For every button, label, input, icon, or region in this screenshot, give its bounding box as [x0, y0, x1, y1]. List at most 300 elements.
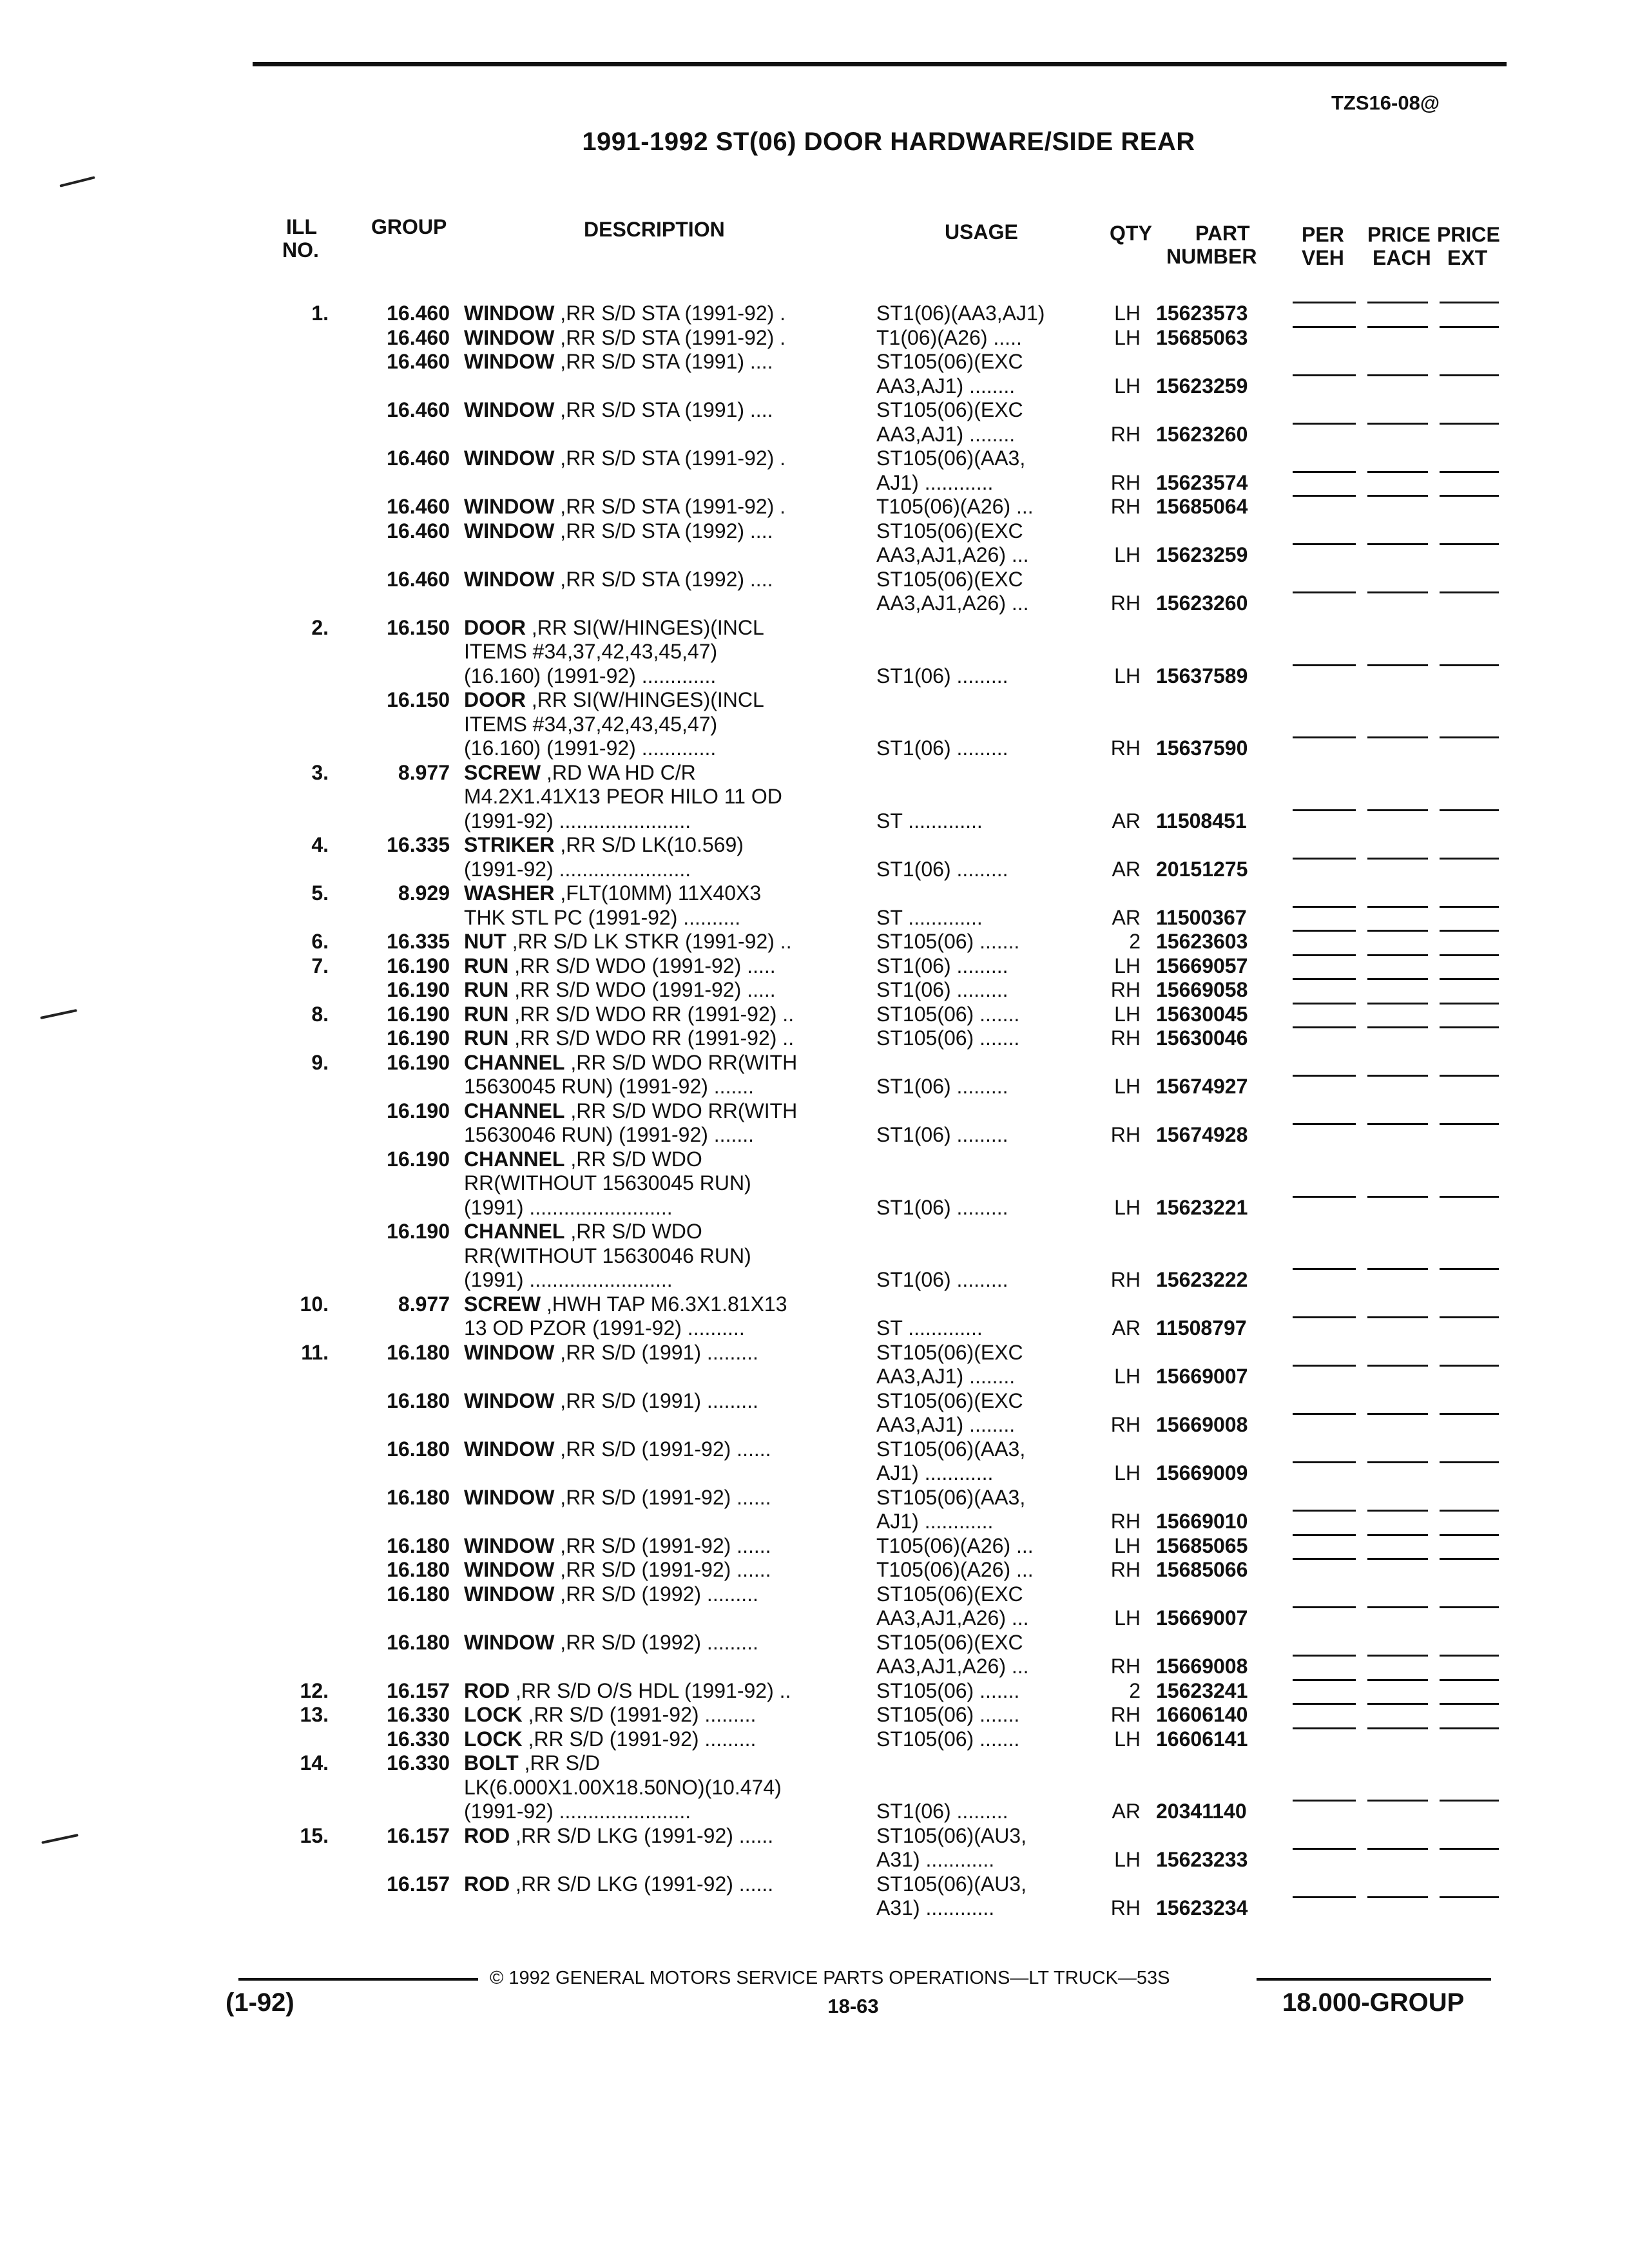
footer-date: (1-92) [226, 1988, 294, 2017]
usage: ST105(06)(AA3, [876, 1485, 1026, 1509]
per-veh-blank [1293, 1196, 1356, 1198]
part-number: 15669007 [1156, 1365, 1248, 1388]
price-each-blank [1367, 1413, 1428, 1415]
ill-number: 1. [311, 302, 329, 325]
qty: LH [1114, 374, 1141, 398]
qty: RH [1110, 1026, 1141, 1050]
part-number: 15669008 [1156, 1655, 1248, 1678]
qty: LH [1114, 1365, 1141, 1388]
price-each-blank [1367, 1558, 1428, 1560]
top-rule [253, 62, 1507, 66]
table-row [0, 785, 1629, 809]
table-row [0, 519, 1629, 544]
price-each-blank [1367, 1606, 1428, 1608]
description [464, 1679, 791, 1704]
group-code: 16.190 [387, 954, 450, 977]
table-row [0, 302, 1629, 326]
table-row [0, 1461, 1629, 1486]
price-each-blank [1367, 809, 1428, 811]
table-row [0, 326, 1629, 351]
description-noun: WINDOW [464, 1558, 555, 1581]
description-text: ,HWH TAP M6.3X1.81X13 [541, 1292, 787, 1316]
col-qty: QTY [1110, 222, 1152, 245]
qty: AR [1112, 905, 1141, 929]
table-row [0, 954, 1629, 979]
table-row [0, 833, 1629, 858]
qty: RH [1110, 422, 1141, 446]
price-each-blank [1367, 326, 1428, 328]
description-text: ,RR S/D WDO (1991-92) ..... [508, 978, 776, 1001]
table-row [0, 640, 1629, 664]
qty: RH [1110, 1703, 1141, 1726]
price-ext-blank [1440, 495, 1499, 497]
description-text: ,RR SI(W/HINGES)(INCL [526, 615, 764, 639]
price-ext-blank [1440, 930, 1499, 932]
usage: ST ............. [876, 1316, 983, 1340]
description-text: ,RR S/D WDO [564, 1147, 702, 1171]
description-text: ,RR S/D (1991-92) ......... [522, 1727, 757, 1751]
usage: ST1(06) ......... [876, 954, 1008, 977]
price-each-blank [1367, 1727, 1428, 1729]
qty: LH [1114, 1461, 1141, 1485]
price-ext-blank [1440, 906, 1499, 908]
table-row [0, 1776, 1629, 1800]
group-code: 16.180 [387, 1389, 450, 1412]
usage: ST105(06) ....... [876, 1727, 1020, 1751]
part-number: 15623234 [1156, 1896, 1248, 1919]
description-text: ,RR S/D LKG (1991-92) ...... [510, 1823, 774, 1847]
table-row [0, 906, 1629, 930]
col-price-ext-line1: PRICE [1437, 223, 1500, 246]
ill-number: 9. [311, 1050, 329, 1074]
qty: AR [1112, 857, 1141, 881]
qty: RH [1110, 1558, 1141, 1581]
binder-hole-mark [59, 176, 95, 187]
price-each-blank [1367, 1026, 1428, 1028]
group-code: 16.180 [387, 1437, 450, 1461]
per-veh-blank [1293, 423, 1356, 425]
qty: RH [1110, 1510, 1141, 1533]
description-text: 15630045 RUN) (1991-92) ....... [464, 1075, 755, 1098]
price-each-blank [1367, 423, 1428, 425]
table-row [0, 1824, 1629, 1849]
description [464, 1244, 751, 1269]
price-ext-blank [1440, 1461, 1499, 1463]
description [464, 736, 716, 761]
table-row [0, 568, 1629, 592]
description [464, 1148, 702, 1172]
table-row [0, 1123, 1629, 1148]
per-veh-blank [1293, 930, 1356, 932]
description-text: ,RR S/D (1991-92) ......... [522, 1703, 757, 1726]
table-row [0, 447, 1629, 471]
price-each-blank [1367, 1268, 1428, 1270]
part-number: 11508797 [1156, 1316, 1247, 1340]
part-number: 15674927 [1156, 1075, 1248, 1098]
table-row [0, 713, 1629, 737]
price-each-blank [1367, 858, 1428, 860]
table-row [0, 1244, 1629, 1269]
description-text: (1991-92) ....................... [464, 857, 691, 881]
price-ext-blank [1440, 423, 1499, 425]
footer-rule-left [238, 1978, 478, 1981]
group-code: 8.977 [398, 1292, 450, 1316]
table-row [0, 495, 1629, 519]
price-each-blank [1367, 1075, 1428, 1077]
per-veh-blank [1293, 471, 1356, 473]
usage: ST105(06) ....... [876, 1703, 1020, 1726]
ill-number: 13. [300, 1703, 329, 1726]
description-text: (1991-92) ....................... [464, 809, 691, 832]
description [464, 447, 786, 471]
usage: T105(06)(A26) ... [876, 1533, 1034, 1557]
description-text: ITEMS #34,37,42,43,45,47) [464, 712, 718, 736]
description-text: (1991) ......................... [464, 1195, 673, 1219]
price-ext-blank [1440, 1558, 1499, 1560]
part-number: 15623259 [1156, 543, 1248, 566]
usage: AA3,AJ1) ........ [876, 422, 1016, 446]
price-ext-blank [1440, 978, 1499, 980]
price-each-blank [1367, 1679, 1428, 1681]
usage: ST105(06)(EXC [876, 519, 1023, 543]
col-price-each-line1: PRICE [1367, 223, 1431, 246]
table-row [0, 1558, 1629, 1582]
col-ill-line1: ILL [286, 215, 317, 238]
description-text: (16.160) (1991-92) ............. [464, 664, 717, 687]
table-row [0, 423, 1629, 447]
qty: RH [1110, 1123, 1141, 1146]
usage: ST ............. [876, 809, 983, 832]
price-ext-blank [1440, 1679, 1499, 1681]
description [464, 978, 776, 1003]
per-veh-blank [1293, 591, 1356, 593]
description-noun: WINDOW [464, 1340, 555, 1364]
per-veh-blank [1293, 1413, 1356, 1415]
usage: ST105(06) ....... [876, 1026, 1020, 1050]
per-veh-blank [1293, 1510, 1356, 1512]
usage: ST105(06)(AA3, [876, 1437, 1026, 1461]
part-number: 15623603 [1156, 930, 1248, 953]
price-each-blank [1367, 1848, 1428, 1850]
qty: LH [1114, 664, 1141, 687]
part-number: 15669008 [1156, 1413, 1248, 1436]
price-ext-blank [1440, 664, 1499, 666]
description [464, 809, 691, 834]
qty: LH [1114, 543, 1141, 566]
description-text: ,RR S/D STA (1991-92) . [554, 325, 786, 349]
description-noun: WINDOW [464, 1630, 555, 1654]
description [464, 664, 716, 689]
per-veh-blank [1293, 1316, 1356, 1318]
price-ext-blank [1440, 1800, 1499, 1802]
description-text: ,RR S/D WDO RR (1991-92) .. [508, 1026, 795, 1050]
description-noun: SCREW [464, 760, 541, 784]
price-each-blank [1367, 1896, 1428, 1898]
description-text: LK(6.000X1.00X18.50NO)(10.474) [464, 1775, 782, 1799]
group-code: 16.180 [387, 1582, 450, 1606]
price-each-blank [1367, 1534, 1428, 1536]
description [464, 1051, 797, 1075]
description [464, 1171, 751, 1196]
price-each-blank [1367, 1196, 1428, 1198]
table-row [0, 1510, 1629, 1534]
price-ext-blank [1440, 543, 1499, 545]
price-each-blank [1367, 1510, 1428, 1512]
table-row [0, 1171, 1629, 1196]
description [464, 1776, 782, 1800]
table-row [0, 881, 1629, 906]
per-veh-blank [1293, 1461, 1356, 1463]
description-text: ,RR S/D LK STKR (1991-92) .. [506, 930, 792, 953]
description-noun: WINDOW [464, 1389, 555, 1412]
ill-number: 2. [311, 615, 329, 639]
description-text: ,RR S/D (1991-92) ...... [554, 1558, 771, 1581]
group-code: 16.150 [387, 688, 450, 711]
part-number: 15669010 [1156, 1510, 1248, 1533]
description-noun: CHANNEL [464, 1220, 565, 1243]
per-veh-blank [1293, 1848, 1356, 1850]
description [464, 713, 717, 737]
description [464, 302, 786, 326]
price-each-blank [1367, 543, 1428, 545]
usage: ST ............. [876, 905, 983, 929]
usage: ST105(06)(AU3, [876, 1823, 1027, 1847]
price-each-blank [1367, 495, 1428, 497]
price-each-blank [1367, 906, 1428, 908]
price-each-blank [1367, 954, 1428, 956]
usage: ST1(06) ......... [876, 664, 1008, 687]
description-noun: WINDOW [464, 398, 555, 421]
price-each-blank [1367, 736, 1428, 738]
description-text: M4.2X1.41X13 PEOR HILO 11 OD [464, 785, 782, 808]
per-veh-blank [1293, 978, 1356, 980]
price-each-blank [1367, 1800, 1428, 1802]
table-row [0, 1003, 1629, 1027]
description-noun: DOOR [464, 615, 526, 639]
description [464, 1872, 773, 1897]
part-number: 15685063 [1156, 325, 1248, 349]
per-veh-blank [1293, 1075, 1356, 1077]
price-each-blank [1367, 374, 1428, 376]
description-text: ,RR S/D WDO RR (1991-92) .. [508, 1002, 795, 1026]
qty: AR [1112, 809, 1141, 832]
description [464, 1026, 794, 1051]
table-row [0, 978, 1629, 1003]
per-veh-blank [1293, 1896, 1356, 1898]
price-ext-blank [1440, 302, 1499, 303]
qty: RH [1110, 591, 1141, 615]
part-number: 15623222 [1156, 1268, 1248, 1291]
part-number: 15637589 [1156, 664, 1248, 687]
description [464, 1800, 691, 1824]
description-noun: WINDOW [464, 495, 555, 518]
qty: LH [1114, 1727, 1141, 1751]
table-row [0, 1679, 1629, 1704]
table-row [0, 930, 1629, 954]
part-number: 20151275 [1156, 857, 1248, 881]
col-per-line2: VEH [1302, 246, 1344, 269]
group-code: 16.460 [387, 350, 450, 373]
description-text: ,RD WA HD C/R [541, 760, 696, 784]
part-number: 15623259 [1156, 374, 1248, 398]
description-noun: WINDOW [464, 325, 555, 349]
table-row [0, 1075, 1629, 1099]
table-row [0, 1631, 1629, 1655]
usage: AA3,AJ1,A26) ... [876, 1655, 1029, 1678]
price-ext-blank [1440, 858, 1499, 860]
price-ext-blank [1440, 1896, 1499, 1898]
col-price-ext-line2: EXT [1447, 246, 1488, 269]
group-code: 16.330 [387, 1703, 450, 1726]
table-row [0, 1220, 1629, 1244]
price-each-blank [1367, 1123, 1428, 1125]
qty: LH [1114, 954, 1141, 977]
table-row [0, 1196, 1629, 1220]
description-text: ITEMS #34,37,42,43,45,47) [464, 640, 718, 663]
table-row [0, 374, 1629, 399]
description [464, 1437, 771, 1462]
footer-copyright: © 1992 GENERAL MOTORS SERVICE PARTS OPERATIONS—LT TRUCK—53S [490, 1968, 1170, 1988]
ill-number: 6. [311, 930, 329, 953]
usage: ST1(06) ......... [876, 1268, 1008, 1291]
description-text: ,RR S/D STA (1992) .... [554, 567, 773, 591]
part-number: 15623233 [1156, 1848, 1248, 1871]
col-price-ext [1437, 223, 1500, 269]
description-noun: RUN [464, 954, 509, 977]
price-ext-blank [1440, 1510, 1499, 1512]
price-ext-blank [1440, 1606, 1499, 1608]
description-text: ,RR S/D STA (1991) .... [554, 398, 773, 421]
part-number: 15623221 [1156, 1195, 1248, 1219]
table-row [0, 1848, 1629, 1872]
price-each-blank [1367, 1316, 1428, 1318]
table-row [0, 1703, 1629, 1727]
description [464, 1196, 673, 1220]
group-code: 16.335 [387, 833, 450, 856]
description-text: ,RR S/D [518, 1751, 600, 1774]
part-number: 15669057 [1156, 954, 1248, 977]
per-veh-blank [1293, 495, 1356, 497]
description-noun: ROD [464, 1872, 510, 1896]
per-veh-blank [1293, 906, 1356, 908]
description-noun: CHANNEL [464, 1099, 565, 1122]
col-ill [282, 215, 319, 262]
price-each-blank [1367, 1461, 1428, 1463]
description [464, 640, 717, 664]
group-code: 16.190 [387, 1026, 450, 1050]
table-row [0, 1389, 1629, 1414]
price-ext-blank [1440, 1196, 1499, 1198]
usage: AA3,AJ1) ........ [876, 374, 1016, 398]
per-veh-blank [1293, 809, 1356, 811]
description-text: ,RR S/D LKG (1991-92) ...... [510, 1872, 774, 1896]
group-code: 16.190 [387, 1099, 450, 1122]
description-text: ,RR S/D (1992) ......... [554, 1630, 758, 1654]
table-row [0, 350, 1629, 374]
usage: ST105(06)(EXC [876, 350, 1023, 373]
description [464, 1703, 756, 1727]
description-text: 15630046 RUN) (1991-92) ....... [464, 1123, 755, 1146]
group-code: 16.190 [387, 1220, 450, 1243]
table-row [0, 1413, 1629, 1437]
description-noun: CHANNEL [464, 1050, 565, 1074]
description [464, 1824, 773, 1849]
col-description: DESCRIPTION [584, 218, 725, 241]
description-noun: RUN [464, 978, 509, 1001]
ill-number: 4. [311, 833, 329, 856]
description-noun: CHANNEL [464, 1147, 565, 1171]
usage: ST1(06) ......... [876, 1800, 1008, 1823]
price-ext-blank [1440, 1123, 1499, 1125]
usage: AJ1) ............ [876, 1510, 994, 1533]
group-code: 16.460 [387, 325, 450, 349]
qty: LH [1114, 1533, 1141, 1557]
col-usage: USAGE [945, 220, 1018, 244]
table-row [0, 1148, 1629, 1172]
per-veh-blank [1293, 1727, 1356, 1729]
part-number: 15623574 [1156, 470, 1248, 494]
part-number: 16606141 [1156, 1727, 1248, 1751]
price-ext-blank [1440, 471, 1499, 473]
description-text: ,RR S/D (1991-92) ...... [554, 1485, 771, 1509]
usage: ST1(06) ......... [876, 736, 1008, 760]
per-veh-blank [1293, 1268, 1356, 1270]
table-row [0, 398, 1629, 423]
part-number: 15669009 [1156, 1461, 1248, 1485]
group-code: 8.929 [398, 881, 450, 905]
price-each-blank [1367, 302, 1428, 303]
usage: ST1(06) ......... [876, 1075, 1008, 1098]
group-code: 8.977 [398, 760, 450, 784]
description [464, 1099, 797, 1124]
price-ext-blank [1440, 736, 1499, 738]
ill-number: 15. [300, 1823, 329, 1847]
description-text: (1991) ......................... [464, 1268, 673, 1291]
footer-rule-right [1257, 1978, 1491, 1981]
description-text: ,RR S/D STA (1991) .... [554, 350, 773, 373]
usage: ST105(06)(EXC [876, 1630, 1023, 1654]
usage: ST105(06) ....... [876, 1678, 1020, 1702]
table-row [0, 471, 1629, 495]
usage: A31) ............ [876, 1896, 995, 1919]
qty: LH [1114, 325, 1141, 349]
description-noun: RUN [464, 1002, 509, 1026]
per-veh-blank [1293, 1800, 1356, 1802]
price-ext-blank [1440, 1848, 1499, 1850]
description-noun: NUT [464, 930, 506, 953]
description [464, 906, 740, 930]
description-noun: WINDOW [464, 1582, 555, 1606]
qty: RH [1110, 1655, 1141, 1678]
description [464, 1727, 756, 1752]
price-each-blank [1367, 1703, 1428, 1705]
table-row [0, 761, 1629, 785]
ill-number: 12. [300, 1678, 329, 1702]
part-number: 15685066 [1156, 1558, 1248, 1581]
usage: ST1(06) ......... [876, 978, 1008, 1001]
per-veh-blank [1293, 1606, 1356, 1608]
price-each-blank [1367, 591, 1428, 593]
description [464, 1268, 673, 1293]
description [464, 761, 696, 785]
description [464, 1003, 794, 1027]
group-code: 16.460 [387, 567, 450, 591]
per-veh-blank [1293, 954, 1356, 956]
col-per-veh [1302, 223, 1344, 269]
part-number: 11500367 [1156, 905, 1247, 929]
qty: RH [1110, 1268, 1141, 1291]
usage: ST105(06)(EXC [876, 398, 1023, 421]
